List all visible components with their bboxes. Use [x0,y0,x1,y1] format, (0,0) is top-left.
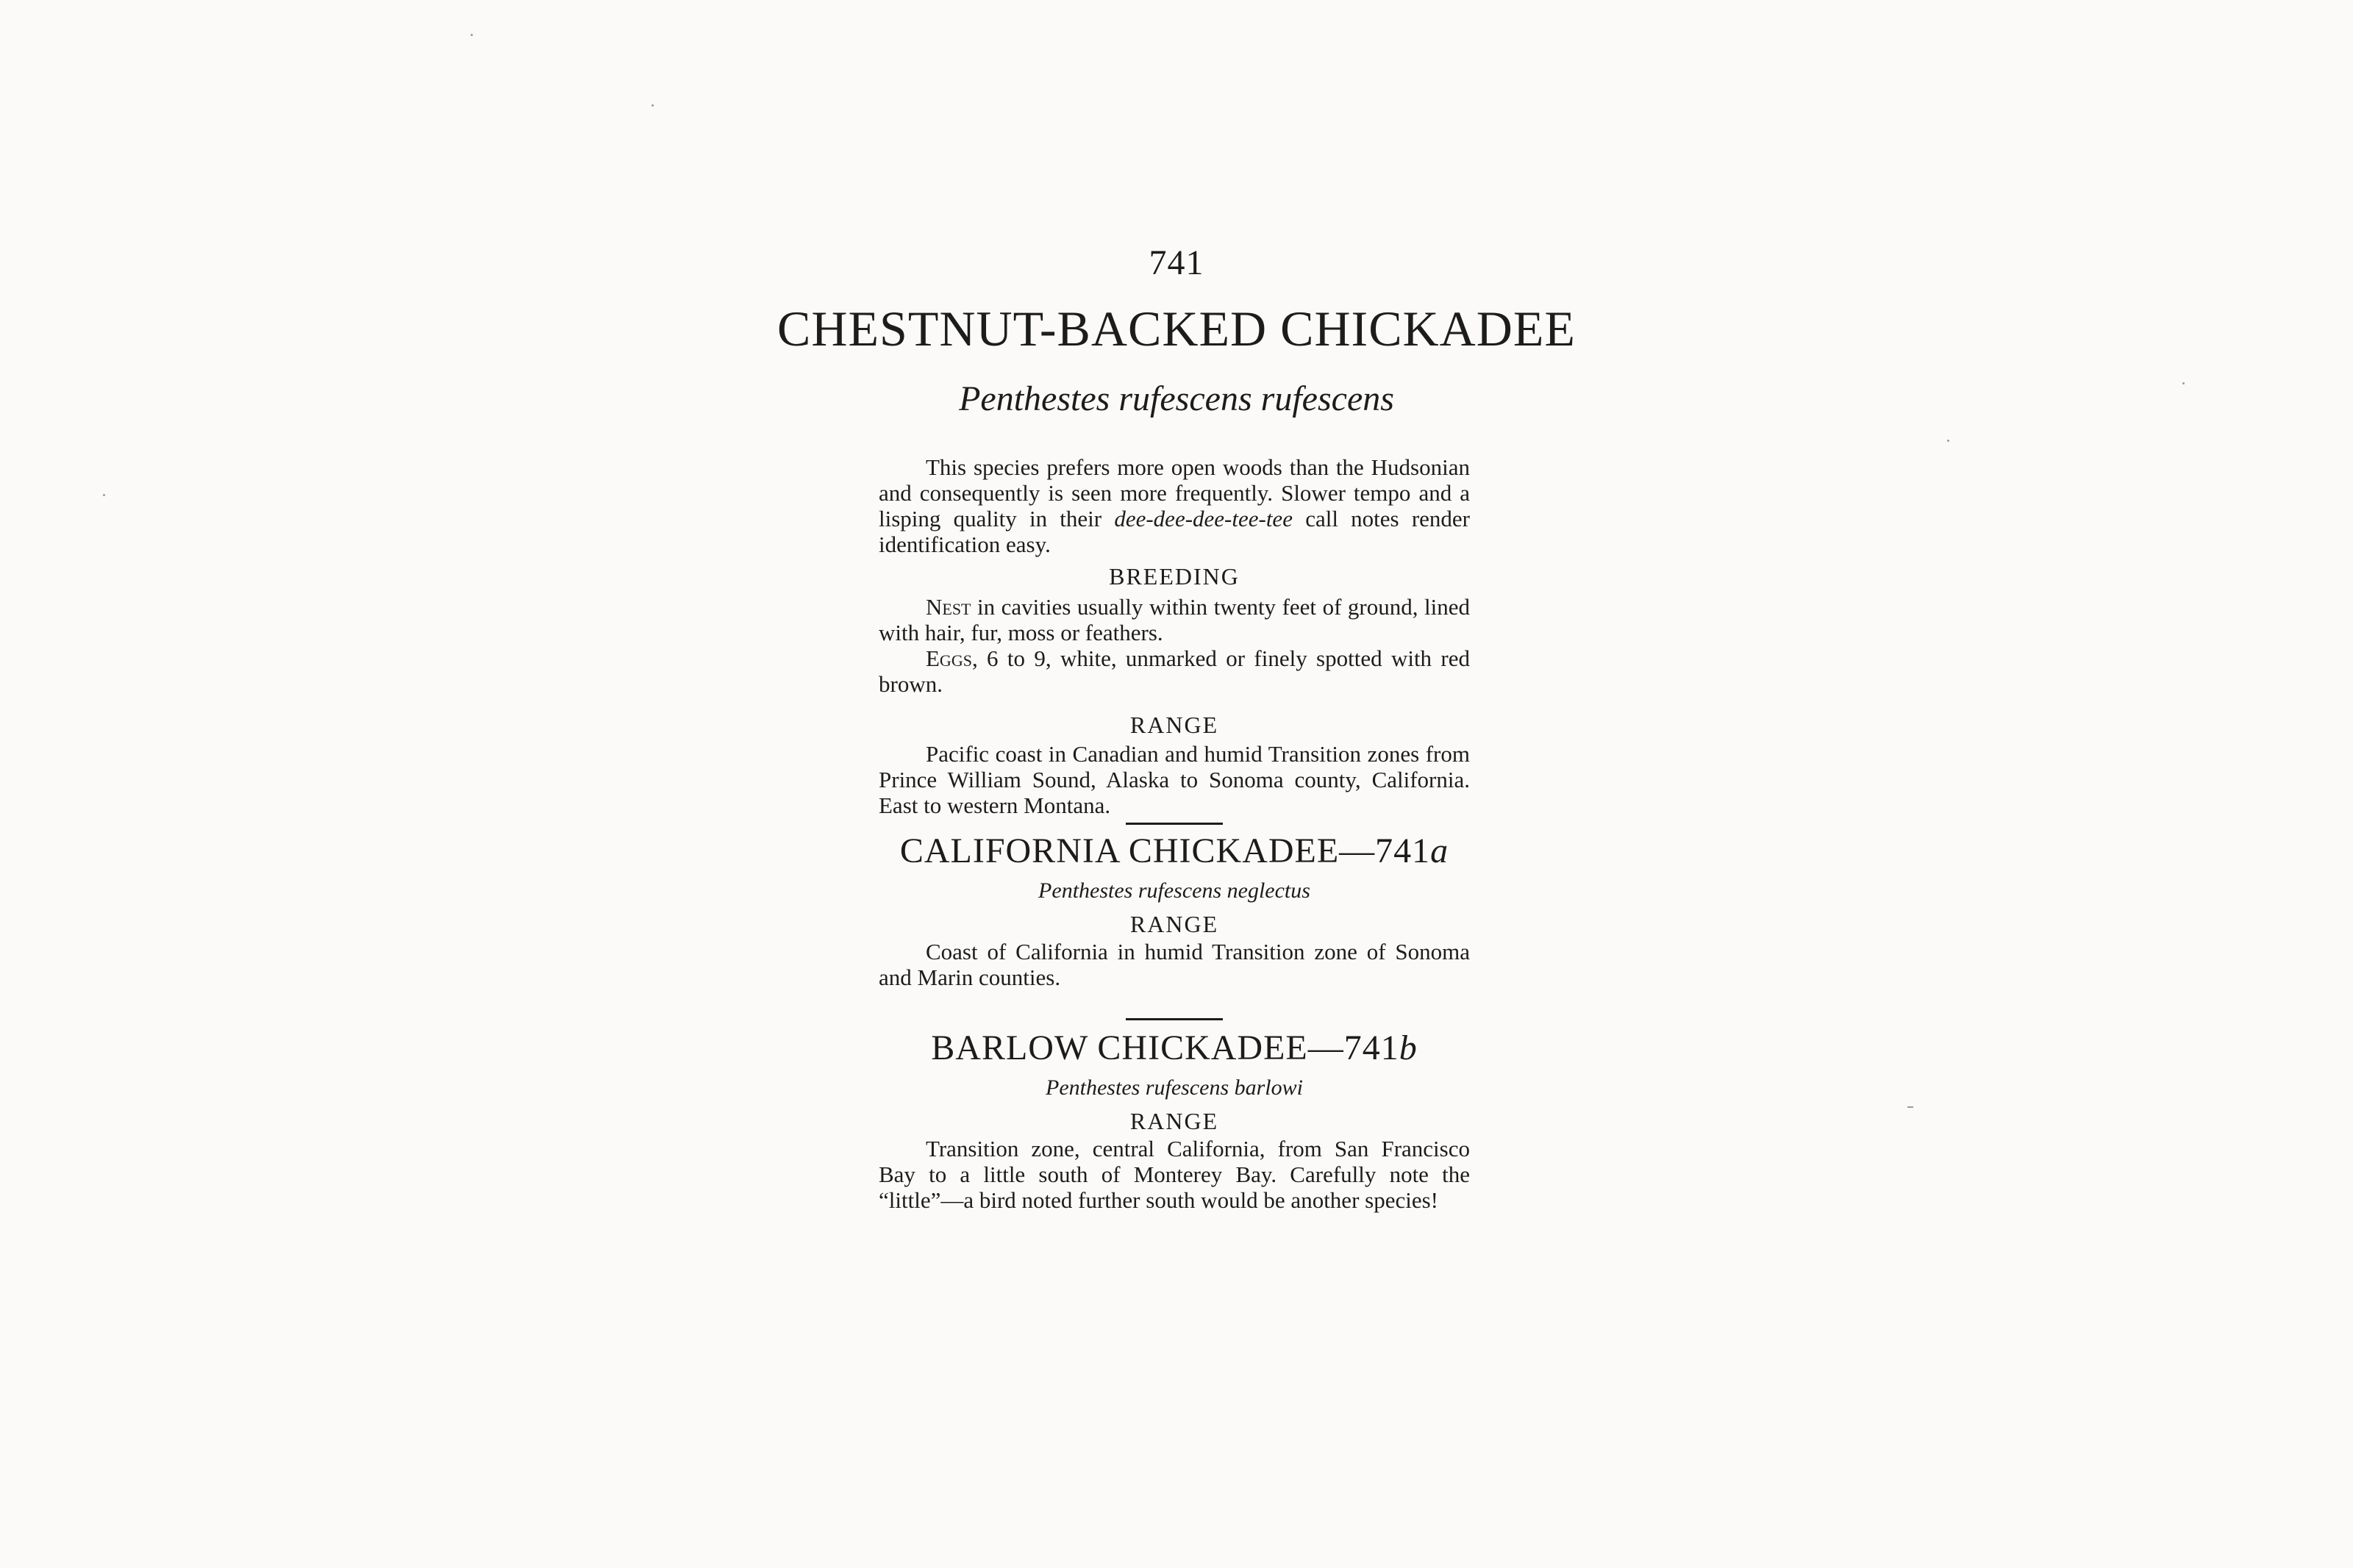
california-scientific-name: Penthestes rufescens neglectus [1038,878,1310,903]
paper-speck [1947,440,1949,442]
section-divider [1126,1018,1223,1020]
barlow-title: BARLOW CHICKADEE—741b [931,1028,1418,1067]
range-heading: RANGE [1129,712,1219,738]
california-title: CALIFORNIA CHICKADEE—741a [899,831,1449,870]
paper-speck [103,494,105,496]
nest-paragraph: Nest in cavities usually within twenty feet of ground, lined with hair, fur, moss or feathers. [879,594,1470,645]
species-scientific-name: Penthestes rufescens rufescens [959,379,1394,418]
paper-speck [651,104,654,107]
eggs-label: Eggs [926,645,972,671]
paper-speck [1907,1106,1913,1108]
species-title: CHESTNUT-BACKED CHICKADEE [777,301,1576,357]
paper-speck [471,34,473,36]
paper-speck [2182,382,2185,384]
species-body [879,454,1470,1213]
barlow-range-paragraph: Transition zone, central California, from San Francisco Bay to a little south of Monterey Bay. Carefully note the “little”—a bird noted further south would be another species! [879,1136,1470,1213]
california-range-heading: RANGE [1129,911,1219,937]
call-notes: dee-dee-dee-tee-tee [1114,506,1293,531]
range-paragraph: Pacific coast in Canadian and humid Transition zones from Prince William Sound, Alaska to Sonoma county, California. East to western Montana. [879,741,1470,818]
intro-paragraph: This species prefers more open woods than the Hudsonian and consequently is seen more frequently. Slower tempo and a lisping quality in their dee-dee-dee-tee-tee call notes render identification easy. [879,454,1470,557]
barlow-scientific-name: Penthestes rufescens barlowi [1046,1075,1303,1100]
section-divider [1126,823,1223,825]
breeding-heading: BREEDING [1109,563,1240,590]
california-range-paragraph: Coast of California in humid Transition zone of Sonoma and Marin counties. [879,939,1470,990]
nest-label: Nest [926,594,971,620]
eggs-paragraph: Eggs, 6 to 9, white, unmarked or finely spotted with red brown. [879,645,1470,697]
page-number: 741 [1149,243,1204,282]
barlow-range-heading: RANGE [1129,1108,1219,1134]
